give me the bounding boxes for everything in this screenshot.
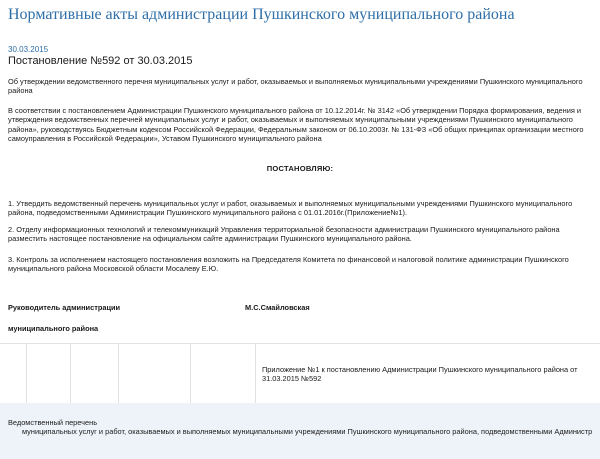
grid-line-col1 bbox=[26, 343, 27, 403]
document-subject: Об утверждении ведомственного перечня муниципальных услуг и работ, оказываемых и выполняемых муниципальными учреждениями Пушкинского муниципального района bbox=[8, 77, 583, 96]
page-title: Нормативные акты администрации Пушкинского муниципального района bbox=[8, 6, 515, 23]
document-basis: В соответствии с постановлением Администрации Пушкинского муниципального района от 10.12.2014г. № 3142 «Об утверждении Порядка формирования, ведения и утверждения ведомственных перечней муниципальных услуг и работ, оказываемых и выполняемых муниципальными учреждениями Пушкинского муниципального района», руководствуясь Бюджетным кодексом Российской Федерации, Федеральным законом от 06.10.2003г. № 131-ФЗ «Об общих принципах организации местного самоуправления в Российской Федерации», Уставом Пушкинского муниципального района bbox=[8, 106, 584, 144]
resolution-item-3: 3. Контроль за исполнением настоящего постановления возложить на Председателя Комитета по финансовой и налоговой политике администрации Пушкинского муниципального района Московской области Мосалеву Е.Ю. bbox=[8, 255, 569, 274]
document-date-link[interactable]: 30.03.2015 bbox=[8, 45, 49, 54]
grid-line-top bbox=[0, 343, 600, 344]
signature-position-line1: Руководитель администрации bbox=[8, 303, 121, 312]
document-number: Постановление №592 от 30.03.2015 bbox=[8, 55, 193, 67]
list-subtitle: муниципальных услуг и работ, оказываемых и выполняемых муниципальными учреждениями Пушкинского муниципального района, подведомственными Администр bbox=[22, 427, 593, 436]
grid-line-col5 bbox=[255, 343, 256, 403]
resolution-item-2: 2. Отделу информационных технологий и телекоммуникаций Управления территориальной безопасности администрации Пушкинского муниципального района разместить настоящее постановление на официальном сайте администрации Пушкинского муниципального района. bbox=[8, 225, 560, 244]
appendix-note: Приложение №1 к постановлению Администрации Пушкинского муниципального района от 31.03.2015 №592 bbox=[262, 365, 578, 384]
resolve-heading: ПОСТАНОВЛЯЮ: bbox=[266, 164, 334, 173]
grid-line-col3 bbox=[118, 343, 119, 403]
grid-line-col4 bbox=[190, 343, 191, 403]
grid-line-col2 bbox=[70, 343, 71, 403]
signature-position-line2: муниципального района bbox=[8, 324, 99, 333]
list-title: Ведомственный перечень bbox=[8, 418, 98, 427]
signature-name: М.С.Смайловская bbox=[245, 303, 310, 312]
resolution-item-1: 1. Утвердить ведомственный перечень муниципальных услуг и работ, оказываемых и выполняемых муниципальными учреждениями Пушкинского муниципального района, подведомственными Администрации Пушкинского муниципального района с 01.01.2016г.(Приложение№1). bbox=[8, 199, 573, 218]
